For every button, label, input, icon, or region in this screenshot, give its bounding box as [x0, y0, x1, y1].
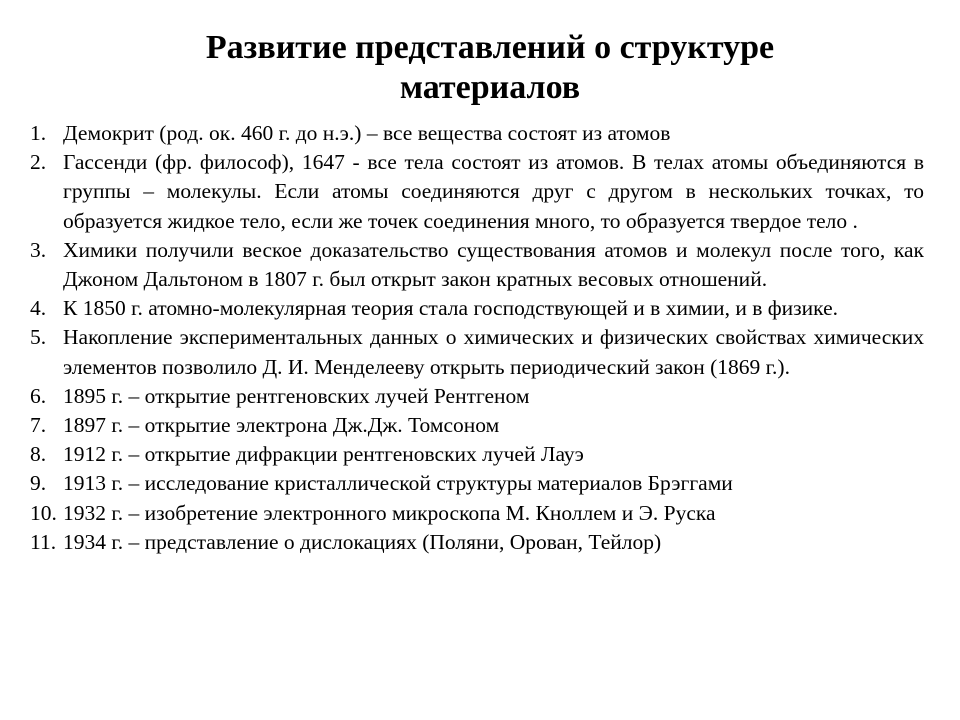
list-item [30, 440, 924, 469]
list-item [30, 382, 924, 411]
list-item-number: 3. [30, 237, 47, 262]
title-line-2: материалов [399, 69, 581, 106]
list-item-text: К 1850 г. атомно-молекулярная теория стала господствующей и в химии, и в физике. [63, 296, 838, 321]
list-item [30, 528, 924, 557]
list-item-number: 8. [30, 442, 47, 467]
list-item [30, 236, 924, 294]
list-item-text: Гассенди (фр. философ), 1647 - все тела состоят из атомов. В телах атомы объединяются в группы – молекулы. Если атомы соединяются друг с другом в нескольких точках, то образуется жидкое тело, если же точек соединения много, то образуется твердое тело . [63, 150, 924, 233]
list-item-text: Накопление экспериментальных данных о химических и физических свойствах химических элементов позволило Д. И. Менделееву открыть периодический закон (1869 г.). [63, 325, 924, 379]
list-item-text: 1895 г. – открытие рентгеновских лучей Рентгеном [63, 383, 530, 408]
list-item [30, 411, 924, 440]
list-item-number: 9. [30, 471, 47, 496]
title-line-1: Развитие представлений о структуре [205, 29, 775, 66]
list-item [30, 499, 924, 528]
list-item-number: 2. [30, 150, 47, 175]
list-item-number: 1. [30, 121, 47, 145]
list-item [30, 148, 924, 236]
list-item [30, 323, 924, 381]
list-item [30, 294, 924, 323]
list-item [30, 469, 924, 498]
list-item-text: 1932 г. – изобретение электронного микроскопа М. Кноллем и Э. Руска [63, 500, 716, 525]
list-item-text: 1913 г. – исследование кристаллической структуры материалов Брэггами [63, 471, 733, 496]
page-title [120, 28, 860, 108]
list-item-number: 6. [30, 383, 47, 408]
list-item-number: 5. [30, 325, 47, 350]
list-item-text: Демокрит (род. ок. 460 г. до н.э.) – все вещества состоят из атомов [63, 121, 671, 145]
list-item-text: 1934 г. – представление о дислокациях (Поляни, Орован, Тейлор) [63, 529, 662, 554]
list-item-text: Химики получили веское доказательство существования атомов и молекул после того, как Джоном Дальтоном в 1807 г. был открыт закон кратных весовых отношений. [63, 237, 924, 292]
list-item-text: 1897 г. – открытие электрона Дж.Дж. Томсоном [63, 413, 500, 438]
list-item-number: 10. [30, 500, 57, 525]
list-item-number: 11. [30, 529, 57, 554]
list-item-text: 1912 г. – открытие дифракции рентгеновских лучей Лауэ [63, 442, 584, 467]
list-item-number: 4. [30, 296, 47, 321]
list-item-number: 7. [30, 413, 47, 438]
history-list [30, 119, 924, 557]
list-item [30, 119, 924, 148]
